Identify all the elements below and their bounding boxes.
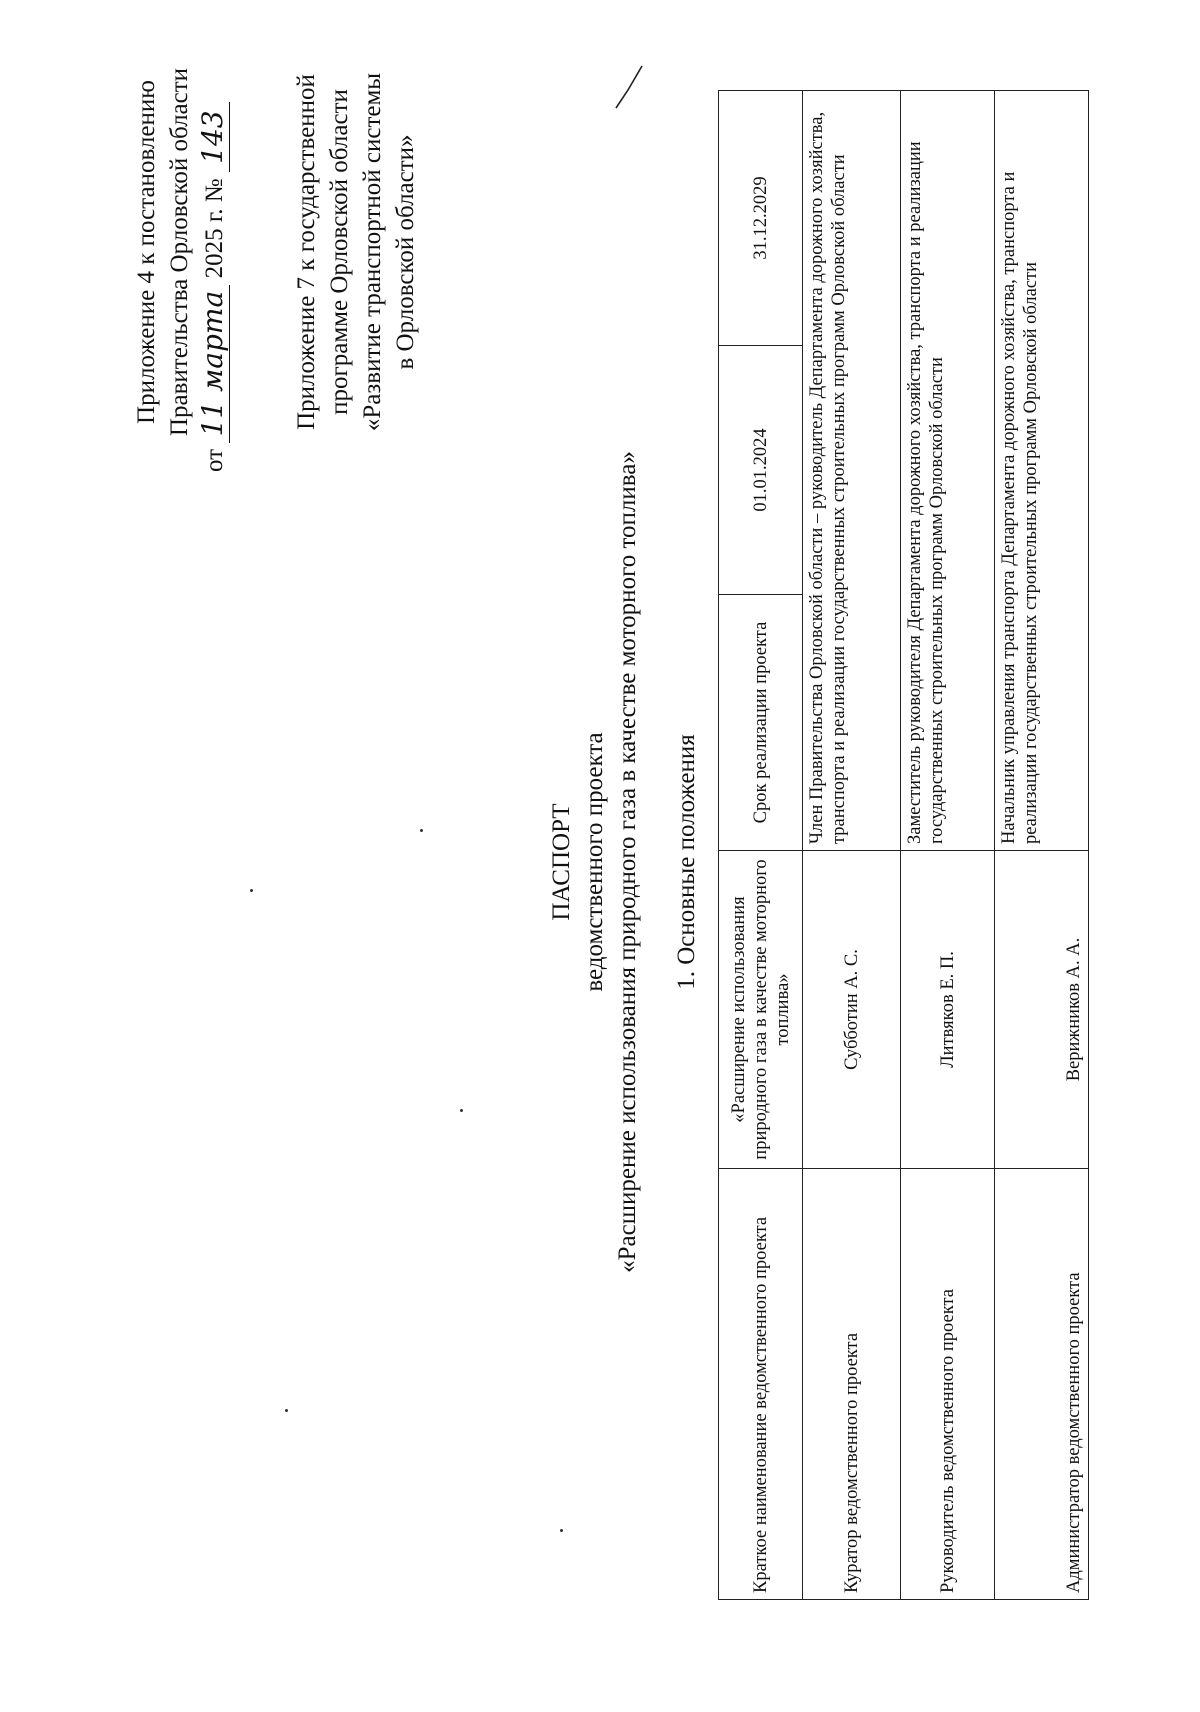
curator-name: Субботин А. С. [803, 851, 901, 1169]
checkmark-icon [608, 62, 658, 112]
table-row [901, 91, 995, 1600]
start-date: 01.01.2024 [719, 346, 803, 595]
administrator-position: Начальник управления транспорта Департамента дорожного хозяйства, транспорта и реализации государственных строительных программ Орловской области [995, 91, 1089, 851]
table-row [995, 91, 1089, 1600]
passport-heading: ПАСПОРТ [548, 803, 575, 921]
manager-name: Литвяков Е. П. [901, 851, 995, 1169]
table-row [803, 91, 901, 1600]
year-number-label: 2025 г. № [201, 178, 228, 279]
program-line-1: Приложение 7 к государственной [293, 74, 320, 430]
appendix-line-1: Приложение 4 к постановлению [133, 80, 160, 424]
end-date: 31.12.2029 [719, 91, 803, 346]
passport-subheading: ведомственного проекта [581, 732, 608, 992]
from-label: от [201, 448, 228, 472]
handwritten-number: 143 [196, 102, 230, 172]
scan-speck [460, 1109, 463, 1112]
handwritten-date: 11 марта [196, 285, 230, 443]
row-label: Краткое наименование ведомственного проекта [719, 1169, 803, 1600]
appendix-reference [130, 32, 231, 472]
manager-position: Заместитель руководителя Департамента дорожного хозяйства, транспорта и реализации государственных строительных программ Орловской области [901, 91, 995, 851]
program-line-3: «Развитие транспортной системы [359, 72, 386, 432]
scan-speck [420, 829, 423, 832]
program-line-2: программе Орловской области [326, 89, 353, 415]
table-row [719, 91, 803, 1600]
program-line-4: в Орловской области» [392, 134, 419, 370]
section-heading: 1. Основные положения [673, 734, 700, 990]
program-reference [290, 32, 422, 472]
term-label: Срок реализации проекта [719, 595, 803, 851]
passport-title-block [545, 162, 703, 1562]
scan-speck [285, 1409, 288, 1412]
scan-speck [560, 1529, 563, 1532]
scan-speck [250, 889, 253, 892]
project-short-name: «Расширение использования природного газа в качестве моторного топлива» [719, 851, 803, 1169]
administrator-name: Верижников А. А. [995, 851, 1089, 1169]
curator-position: Член Правительства Орловской области – руководитель Департамента дорожного хозяйства, транспорта и реализации государственных строительных программ Орловской области [803, 91, 901, 851]
main-provisions-table [718, 90, 1089, 1600]
decree-date-line [196, 32, 231, 472]
appendix-line-2: Правительства Орловской области [166, 67, 193, 437]
project-name: «Расширение использования природного газа в качестве моторного топлива» [614, 451, 641, 1273]
row-label: Администратор ведомственного проекта [995, 1169, 1089, 1600]
row-label: Куратор ведомственного проекта [803, 1169, 901, 1600]
row-label: Руководитель ведомственного проекта [901, 1169, 995, 1600]
